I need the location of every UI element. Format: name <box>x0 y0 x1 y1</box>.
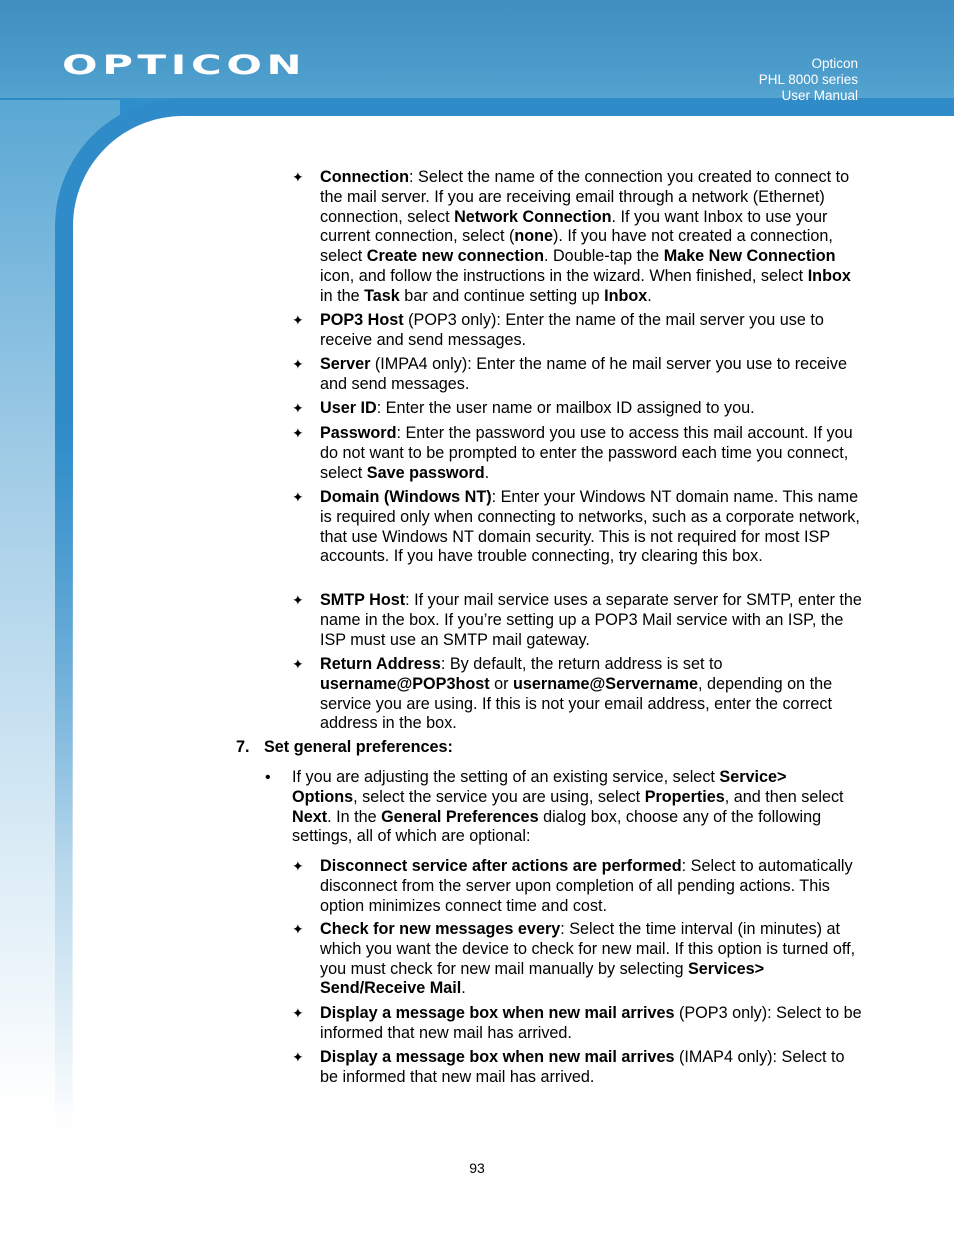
item-text <box>320 857 853 915</box>
page-number: 93 <box>469 1160 485 1176</box>
list-item <box>292 920 865 999</box>
bold-term: Connection <box>320 168 410 186</box>
bold-term: General Preferences <box>381 807 539 826</box>
bullet-star-icon: ✦ <box>292 656 304 672</box>
text-run: . If you want Inbox to use your current connection, select ( <box>320 207 828 246</box>
bold-term: Next <box>292 807 328 826</box>
bullet-dot-icon: • <box>265 769 271 786</box>
item-text <box>320 399 755 417</box>
text-run: , depending on the service you are using. If this is not your email address, enter the correct address in the box. <box>320 674 833 733</box>
item-text <box>320 1048 845 1086</box>
header-company: Opticon <box>811 56 858 71</box>
list-item <box>292 355 865 395</box>
text-run: ). If you have not created a connection, select <box>320 227 833 266</box>
text-run: : Enter the user name or mailbox ID assigned to you. <box>376 399 755 417</box>
list-item <box>292 857 865 916</box>
list-item <box>292 1004 865 1044</box>
item-text <box>320 920 855 997</box>
text-run: . <box>647 286 652 305</box>
text-run: : By default, the return address is set to <box>440 655 723 673</box>
bold-term: Password <box>320 424 397 442</box>
item-text <box>320 424 853 482</box>
item-text <box>320 355 847 393</box>
item-text <box>320 311 824 349</box>
bullet-star-icon: ✦ <box>292 169 304 185</box>
bold-term: username@POP3host <box>320 674 490 693</box>
item-text <box>320 1004 862 1042</box>
text-run: dialog box, choose any of the following settings, all of which are optional: <box>292 807 822 846</box>
item-text <box>320 591 862 649</box>
text-run: (POP3 only): Enter the name of the mail server you use to receive and send messages. <box>320 311 824 349</box>
bullet-star-icon: ✦ <box>292 425 304 441</box>
item-text <box>320 488 860 565</box>
bold-term: SMTP Host <box>320 591 406 609</box>
bold-term: Make New Connection <box>663 247 836 266</box>
list-item <box>292 591 865 650</box>
bold-term: POP3 Host <box>320 311 404 329</box>
header-series: PHL 8000 series <box>758 72 858 87</box>
list-item <box>292 168 865 307</box>
bold-term: Server <box>320 355 371 373</box>
bullet-star-icon: ✦ <box>292 592 304 608</box>
item-text <box>320 168 851 305</box>
text-run: . <box>484 463 490 482</box>
text-run: , and then select <box>724 787 844 806</box>
list-item <box>292 424 865 483</box>
list-item <box>292 488 865 567</box>
bold-term: Disconnect service after actions are performed <box>320 857 682 875</box>
bold-term: Service> Options <box>292 768 787 806</box>
bullet-star-icon: ✦ <box>292 1005 304 1021</box>
list-item <box>292 1048 865 1088</box>
bold-term: Services> Send/Receive Mail <box>320 959 765 998</box>
text-run: (POP3 only): Select to be informed that new mail has arrived. <box>320 1004 862 1042</box>
list-item <box>292 311 865 351</box>
text-run: (IMAP4 only): Select to be informed that new mail has arrived. <box>320 1048 845 1086</box>
list-item <box>292 655 865 734</box>
list-item <box>292 399 865 419</box>
header-manual: User Manual <box>781 88 858 103</box>
bullet-star-icon: ✦ <box>292 921 304 937</box>
bullet-star-icon: ✦ <box>292 400 304 416</box>
bullet-star-icon: ✦ <box>292 489 304 505</box>
text-run: bar and continue setting up <box>399 286 605 305</box>
text-run: : Select the time interval (in minutes) at which you want the device to check for new mail. If this option is turned off, you must check for new mail manually by selecting <box>320 920 856 978</box>
bold-term: Display a message box when new mail arrives <box>320 1048 675 1066</box>
bold-term: none <box>514 227 554 246</box>
item-text <box>320 655 832 732</box>
bold-term: Task <box>364 286 400 305</box>
text-run: or <box>489 674 514 693</box>
bold-term: Return Address <box>320 655 441 673</box>
text-run: . Double-tap the <box>544 247 664 266</box>
bold-term: Properties <box>644 787 725 806</box>
text-run: (IMPA4 only): Enter the name of he mail server you use to receive and send messages. <box>320 355 847 393</box>
text-run: If you are adjusting the setting of an existing service, select <box>292 768 720 786</box>
bullet-star-icon: ✦ <box>292 356 304 372</box>
text-run: , select the service you are using, select <box>353 787 645 806</box>
bold-term: Inbox <box>604 286 648 305</box>
bold-term: Network Connection <box>454 207 612 226</box>
text-run: in the <box>320 286 365 305</box>
text-run: : Select to automatically disconnect from the server upon completion of all pending actions. This option minimizes connect time and cost. <box>320 857 853 915</box>
bold-term: Display a message box when new mail arrives <box>320 1004 675 1022</box>
bullet-star-icon: ✦ <box>292 1049 304 1065</box>
text-run: . <box>461 979 466 998</box>
bullet-star-icon: ✦ <box>292 858 304 874</box>
opticon-logo: OPTICON <box>62 50 307 81</box>
text-run: : Select the name of the connection you created to connect to the mail server. If you are receiving email through a network (Ethernet) connection, select <box>320 168 850 226</box>
list-item <box>265 768 852 847</box>
text-run: : Enter the password you use to access this mail account. If you do not want to be prompted to enter the password each time you connect, select <box>320 424 853 482</box>
step-title: Set general preferences: <box>264 738 453 756</box>
bold-term: Create new connection <box>366 247 544 266</box>
bold-term: Check for new messages every <box>320 920 561 938</box>
text-run: : Enter your Windows NT domain name. This name is required only when connecting to networks, such as a corporate network, that use Windows NT domain security. This is not required for most ISP accounts. If you have trouble connecting, try clearing this box. <box>320 488 860 566</box>
bold-term: username@Servername <box>513 674 698 693</box>
bold-term: Inbox <box>807 266 851 285</box>
text-run: : If your mail service uses a separate server for SMTP, enter the name in the box. If you’re setting up a POP3 Mail service with an ISP, the ISP must use an SMTP mail gateway. <box>320 591 862 649</box>
step-number: 7. <box>236 738 250 756</box>
text-run: icon, and follow the instructions in the wizard. When finished, select <box>320 266 808 285</box>
item-text <box>292 768 844 845</box>
bold-term: Save password <box>366 463 485 482</box>
text-run: . In the <box>327 807 382 826</box>
bullet-star-icon: ✦ <box>292 312 304 328</box>
bold-term: Domain (Windows NT) <box>320 488 492 506</box>
bold-term: User ID <box>320 399 377 417</box>
